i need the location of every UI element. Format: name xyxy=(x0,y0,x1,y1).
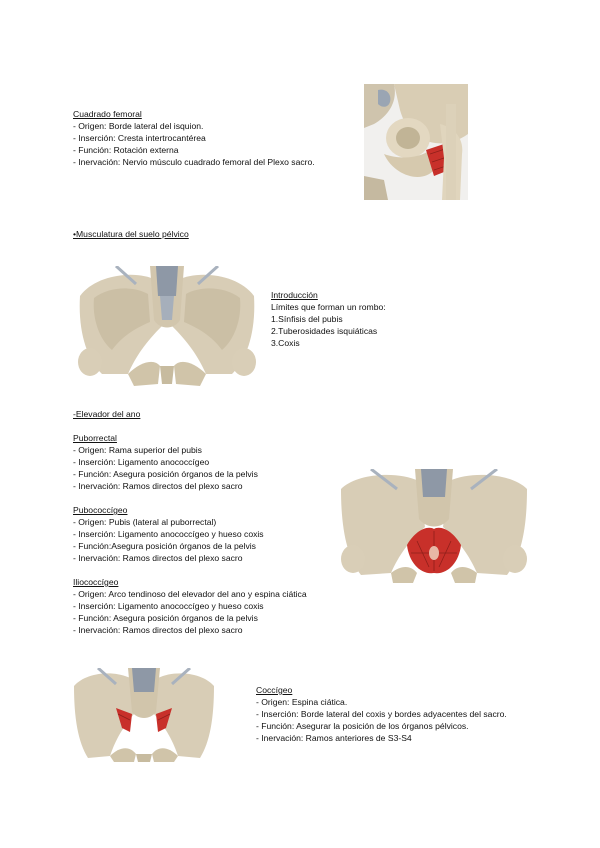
coccigeo-origen: - Origen: Espina ciática. xyxy=(256,697,348,707)
pelvis-intro-image xyxy=(76,266,258,390)
puborrectal-insercion: - Inserción: Ligamento anococcígeo xyxy=(73,457,210,467)
cuadrado-insercion: - Inserción: Cresta intertrocantérea xyxy=(73,133,206,143)
elevador-title: -Elevador del ano xyxy=(73,409,141,419)
puborrectal-origen: - Origen: Rama superior del pubis xyxy=(73,445,202,455)
introduccion-line-4: 3.Coxis xyxy=(271,338,300,348)
pubococcigeo-funcion: - Función:Asegura posición órganos de la pelvis xyxy=(73,541,256,551)
cuadrado-femoral-section xyxy=(73,108,315,168)
iliococcigeo-inervacion: - Inervación: Ramos directos del plexo sacro xyxy=(73,625,243,635)
iliococcigeo-funcion: - Función: Asegura posición órganos de la pelvis xyxy=(73,613,258,623)
coccigeo-title: Coccígeo xyxy=(256,685,293,695)
introduccion-line-1: Límites que forman un rombo: xyxy=(271,302,386,312)
cuadrado-funcion: - Función: Rotación externa xyxy=(73,145,179,155)
cuadrado-origen: - Origen: Borde lateral del isquion. xyxy=(73,121,204,131)
suelo-pelvico-title: •Musculatura del suelo pélvico xyxy=(73,229,189,239)
coccigeo-section xyxy=(256,684,507,744)
cuadrado-inervacion: - Inervación: Nervio músculo cuadrado femoral del Plexo sacro. xyxy=(73,157,315,167)
iliococcigeo-title: Iliococcígeo xyxy=(73,577,119,587)
pubococcigeo-section xyxy=(73,504,264,564)
iliococcigeo-section xyxy=(73,576,307,636)
pelvis-coccygeus-image xyxy=(74,668,214,762)
introduccion-section xyxy=(271,289,386,349)
pubococcigeo-origen: - Origen: Pubis (lateral al puborrectal) xyxy=(73,517,217,527)
puborrectal-title: Puborrectal xyxy=(73,433,117,443)
elevador-section xyxy=(73,408,140,420)
hip-quadratus-femoris-image xyxy=(364,84,468,200)
introduccion-title: Introducción xyxy=(271,290,318,300)
coccigeo-insercion: - Inserción: Borde lateral del coxis y bordes adyacentes del sacro. xyxy=(256,709,507,719)
iliococcigeo-insercion: - Inserción: Ligamento anococcígeo y hueso coxis xyxy=(73,601,264,611)
puborrectal-section xyxy=(73,432,258,492)
pubococcigeo-inervacion: - Inervación: Ramos directos del plexo sacro xyxy=(73,553,243,563)
suelo-pelvico-section xyxy=(73,228,189,240)
cuadrado-femoral-title: Cuadrado femoral xyxy=(73,109,142,119)
pelvis-levator-ani-image xyxy=(341,469,527,583)
introduccion-line-3: 2.Tuberosidades isquiáticas xyxy=(271,326,378,336)
puborrectal-funcion: - Función: Asegura posición órganos de la pelvis xyxy=(73,469,258,479)
coccigeo-funcion: - Función: Asegurar la posición de los órganos pélvicos. xyxy=(256,721,469,731)
introduccion-line-2: 1.Sínfisis del pubis xyxy=(271,314,343,324)
iliococcigeo-origen: - Origen: Arco tendinoso del elevador del ano y espina ciática xyxy=(73,589,307,599)
puborrectal-inervacion: - Inervación: Ramos directos del plexo sacro xyxy=(73,481,243,491)
coccigeo-inervacion: - Inervación: Ramos anteriores de S3-S4 xyxy=(256,733,412,743)
pubococcigeo-title: Pubococcígeo xyxy=(73,505,128,515)
pubococcigeo-insercion: - Inserción: Ligamento anococcígeo y hueso coxis xyxy=(73,529,264,539)
